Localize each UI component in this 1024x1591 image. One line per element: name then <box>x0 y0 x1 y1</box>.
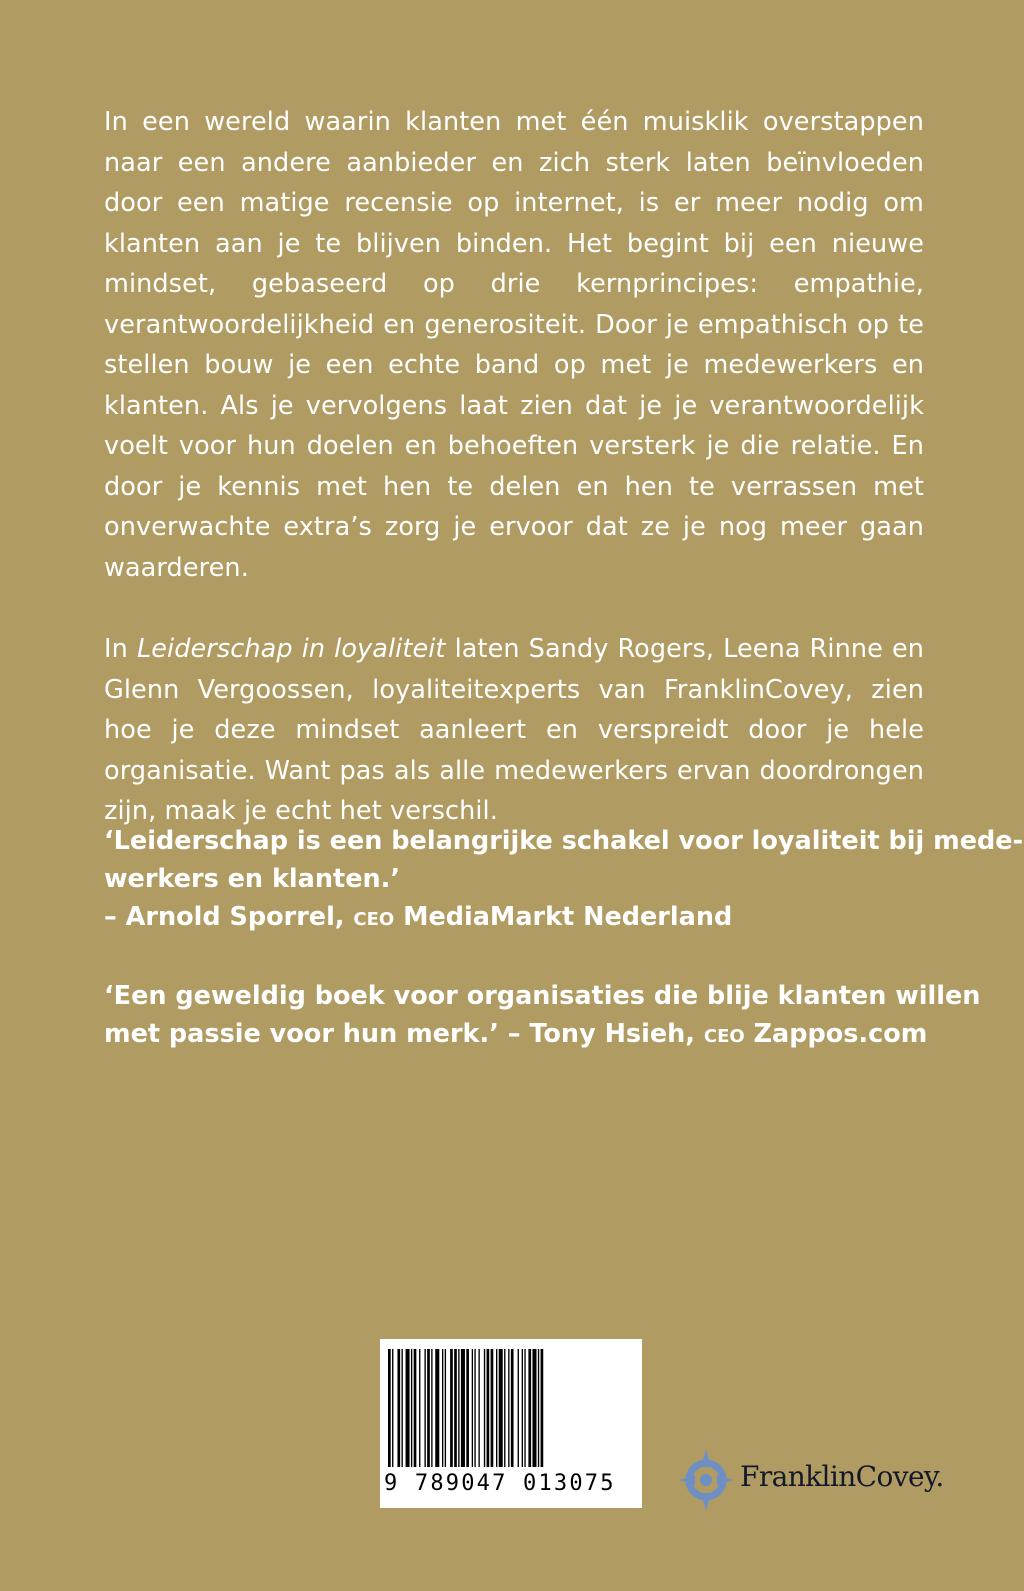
barcode-bar <box>528 1349 531 1467</box>
endorsements <box>104 822 1024 1053</box>
barcode-bar <box>461 1349 465 1467</box>
blurb-paragraph-1: In een wereld waarin klanten met één muisklik overstappen naar een andere aanbieder en zich sterk laten beïnvloeden door een matige recensie op internet, is er meer nodig om klanten aan je te blijven binden. Het begint bij een nieuwe mindset, gebaseerd op drie kernprincipes: empathie, verantwoordelijkheid en generositeit. Door je empathisch op te stellen bouw je een echte band op met je medewerkers en klanten. Als je vervolgens laat zien dat je je verantwoordelijk voelt voor hun doelen en behoeften versterk je die relatie. En door je kennis met hen te delen en hen te verrassen met onverwachte extra’s zorg je ervoor dat ze je nog meer gaan waarderen. <box>104 107 924 583</box>
barcode-bar <box>491 1349 494 1467</box>
barcode-bar <box>496 1349 497 1467</box>
barcode-bar <box>392 1349 393 1467</box>
barcode-bar <box>445 1349 446 1467</box>
barcode-bar <box>487 1349 490 1467</box>
endorsement-1-name: – Arnold Sporrel, <box>104 902 354 932</box>
book-blurb <box>104 102 924 832</box>
endorsement-2-line-2 <box>104 1015 934 1053</box>
barcode-bar <box>406 1349 410 1467</box>
barcode-bar <box>511 1349 514 1467</box>
blurb-paragraph-2 <box>104 629 924 832</box>
compass-logo-icon <box>678 1447 734 1513</box>
book-title: Leiderschap in loyaliteit <box>136 634 446 664</box>
barcode-bar <box>458 1349 459 1467</box>
barcode-bar <box>454 1349 457 1467</box>
endorsement-2-line-1: ‘Een geweldig boek voor organisaties die blije klanten willen <box>104 981 981 1011</box>
barcode-bar <box>388 1349 391 1467</box>
barcode-bar <box>524 1349 525 1467</box>
barcode-bar <box>435 1349 439 1467</box>
barcode-bar <box>472 1349 473 1467</box>
endorsement-2-text-end: met passie voor hun merk.’ – Tony Hsieh, <box>104 1019 704 1049</box>
barcode-bar <box>427 1349 430 1467</box>
barcode-bar <box>419 1349 420 1467</box>
isbn-number: 9 789047 013075 <box>384 1471 616 1496</box>
endorsement-1-company: MediaMarkt Nederland <box>394 902 733 932</box>
endorsement-1-line-1: ‘Leiderschap is een belangrijke schakel voor loyaliteit bij mede- <box>104 826 1024 856</box>
barcode-bar <box>499 1349 503 1467</box>
endorsement-1-role: ceo <box>353 902 395 932</box>
barcode-bar <box>504 1349 505 1467</box>
endorsement-tony-hsieh <box>104 977 981 1053</box>
endorsement-1-attribution <box>104 898 934 936</box>
barcode-bar <box>431 1349 432 1467</box>
publisher-logo <box>678 1447 944 1517</box>
blurb-paragraph-2-body: laten Sandy Rogers, Leena Rinne en Glenn Vergoossen, loyaliteitexperts van FranklinCovey, zien hoe je deze mindset aanleert en verspreidt door je hele organisatie. Want pas als alle medewerkers ervan doordrongen zijn, maak je echt het verschil. <box>104 634 924 826</box>
endorsement-1-line-2: werkers en klanten.’ <box>104 864 401 894</box>
isbn-barcode <box>380 1339 642 1508</box>
barcode-bar <box>402 1349 403 1467</box>
barcode-bar <box>414 1349 417 1467</box>
blurb-paragraph-2-prefix: In <box>104 634 137 664</box>
barcode-bar <box>397 1349 400 1467</box>
barcode-bar <box>478 1349 479 1467</box>
barcode-bar <box>450 1349 453 1467</box>
barcode-bar <box>532 1349 536 1467</box>
barcode-bar <box>466 1349 469 1467</box>
barcode-bar <box>424 1349 425 1467</box>
barcode-bar <box>411 1349 412 1467</box>
barcode-bar <box>538 1349 539 1467</box>
barcode-bar <box>522 1349 523 1467</box>
barcode-bar <box>518 1349 519 1467</box>
endorsement-2-company: Zappos.com <box>744 1019 928 1049</box>
barcode-bar <box>541 1349 544 1467</box>
endorsement-2-role: ceo <box>703 1019 745 1049</box>
publisher-name: FranklinCovey. <box>740 1460 944 1493</box>
barcode-bar <box>508 1349 509 1467</box>
barcode-bar <box>474 1349 475 1467</box>
endorsement-arnold-sporrel <box>104 822 1024 936</box>
barcode-bar <box>484 1349 485 1467</box>
barcode-bar <box>442 1349 443 1467</box>
